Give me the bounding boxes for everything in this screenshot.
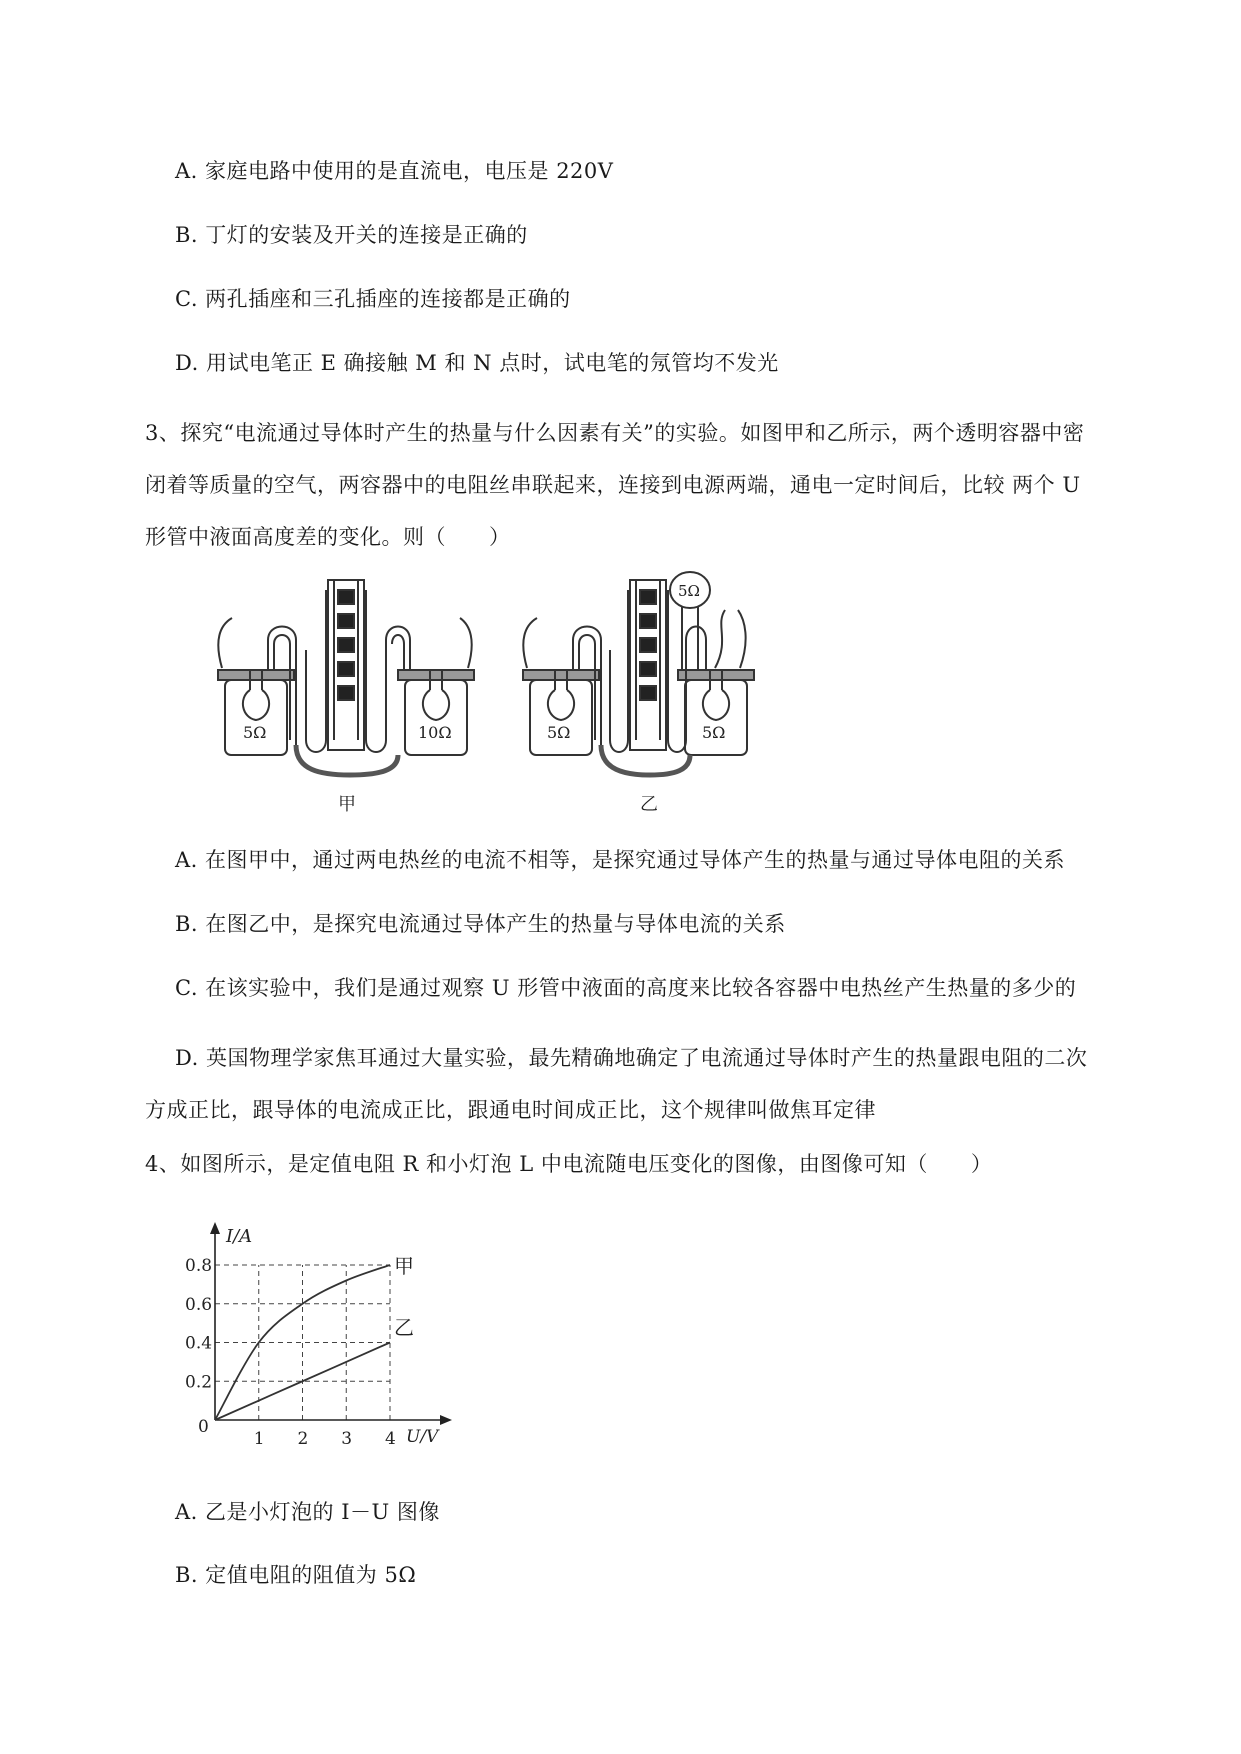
y-axis-label: I/A [226,1226,253,1247]
q4-option-b: B. 定值电阻的阻值为 5Ω [175,1563,417,1587]
x-tick-label-0: 1 [253,1429,265,1449]
figure-yi [523,572,754,775]
origin-label: 0 [198,1417,209,1437]
q2-option-c: C. 两孔插座和三孔插座的连接都是正确的 [175,287,571,311]
q2-option-d: D. 用试电笔正 E 确接触 M 和 N 点时，试电笔的氖管均不发光 [175,351,779,375]
q3-figure [210,570,830,820]
x-tick-label-1: 2 [297,1429,309,1449]
yi-right-resistor-label: 5Ω [702,723,726,742]
q3-option-d: D. 英国物理学家焦耳通过大量实验，最先精确地确定了电流通过导体时产生的热量跟电阻的二次方成正比，跟导体的电流成正比，跟通电时间成正比，这个规律叫做焦耳定律 [145,1046,1088,1122]
q3-option-b: B. 在图乙中，是探究电流通过导体产生的热量与导体电流的关系 [175,912,786,936]
jia-right-resistor-label: 10Ω [418,723,452,742]
chart-series [215,1254,414,1420]
y-tick-label-3: 0.8 [185,1256,213,1276]
y-tick-label-1: 0.4 [185,1333,213,1354]
q3-option-c: C. 在该实验中，我们是通过观察 U 形管中液面的高度来比较各容器中电热丝产生热量的多少的 [175,976,1077,1000]
x-tick-label-2: 3 [341,1429,353,1449]
yi-caption: 乙 [640,794,658,815]
jia-caption: 甲 [338,794,356,815]
series-label-1: 乙 [394,1315,414,1340]
q4-stem: 4、如图所示，是定值电阻 R 和小灯泡 L 中电流随电压变化的图像，由图像可知（ ） [145,1152,993,1176]
yi-external-resistor-label: 5Ω [678,582,700,600]
chart-grid [215,1265,390,1420]
q2-option-a: A. 家庭电路中使用的是直流电，电压是 220V [175,159,614,183]
q3-stem: 3、探究“电流通过导体时产生的热量与什么因素有关”的实验。如图甲和乙所示，两个透明容器中密闭着等质量的空气，两容器中的电阻丝串联起来，连接到电源两端，通电一定时间后，比较 两个 U 形管中液面高度差的变化。则（ ） [145,421,1085,549]
iu-chart [170,1220,470,1460]
x-tick-label-3: 4 [385,1429,396,1449]
jia-left-resistor-label: 5Ω [243,723,267,742]
figure-jia [218,580,474,775]
q2-option-b: B. 丁灯的安装及开关的连接是正确的 [175,223,528,247]
y-tick-label-2: 0.6 [185,1294,213,1315]
yi-left-resistor-label: 5Ω [547,723,571,742]
series-label-0: 甲 [394,1254,414,1278]
y-axis-arrow [210,1222,220,1234]
q3-option-a: A. 在图甲中，通过两电热丝的电流不相等，是探究通过导体产生的热量与通过导体电阻的关系 [175,848,1066,872]
y-tick-label-0: 0.2 [185,1372,213,1393]
x-axis-label: U/V [406,1427,439,1447]
q4-option-a: A. 乙是小灯泡的 I－U 图像 [175,1500,440,1524]
x-axis-arrow [440,1415,452,1425]
